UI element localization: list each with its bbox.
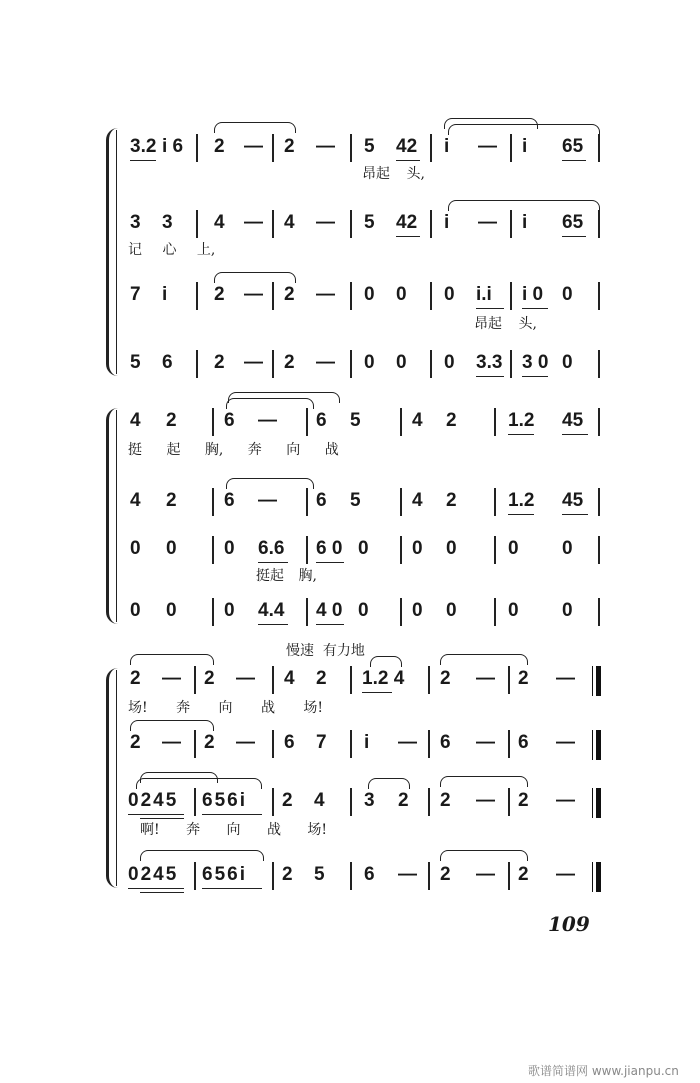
beam [508, 434, 534, 435]
note: 0 [364, 284, 375, 305]
beam [316, 562, 344, 563]
note: 2 [282, 790, 293, 811]
barline [194, 862, 196, 890]
beam [562, 434, 588, 435]
note: 0 [130, 600, 141, 621]
beam [202, 814, 262, 815]
note: 45 [562, 410, 584, 431]
note: — [476, 668, 495, 689]
note: 3 0 [522, 352, 549, 373]
note: — [236, 732, 255, 753]
beam [562, 514, 588, 515]
barline [272, 788, 274, 816]
staff-row [0, 352, 700, 382]
lyrics: 昂起 头, [474, 316, 537, 332]
note: — [556, 732, 575, 753]
staff-row [0, 410, 700, 440]
note: 2 [398, 790, 409, 811]
staff-row [0, 600, 700, 630]
barline [494, 598, 496, 626]
staff-row [0, 790, 700, 820]
note: 6 [440, 732, 451, 753]
note: — [244, 352, 263, 373]
note: 4.4 [258, 600, 285, 621]
note: 4 [412, 410, 423, 431]
note: 0 [562, 538, 573, 559]
staff-row [0, 490, 700, 520]
slur [448, 124, 600, 135]
note: 65 [562, 212, 584, 233]
barline [430, 350, 432, 378]
staff-row [0, 538, 700, 568]
beam [562, 160, 586, 161]
beam [562, 236, 586, 237]
lyrics: 昂起 头, [362, 166, 425, 182]
note: 1.2 [508, 490, 535, 511]
barline [510, 210, 512, 238]
note: 6 0 [316, 538, 343, 559]
note: — [478, 136, 497, 157]
barline [212, 408, 214, 436]
note: 0 [166, 538, 177, 559]
note: 0245 [128, 864, 179, 885]
lyrics: 记 心 上, [128, 242, 216, 258]
note: 42 [396, 136, 418, 157]
barline [430, 210, 432, 238]
system-brace [106, 668, 123, 888]
note: 0 [358, 600, 369, 621]
tempo-marking: 慢速 有力地 [286, 643, 365, 659]
barline [598, 408, 600, 436]
staff-row [0, 732, 700, 762]
beam [508, 514, 534, 515]
note: 5 [130, 352, 141, 373]
note: 4 [412, 490, 423, 511]
note: 4 0 [316, 600, 343, 621]
note: 2 [214, 136, 225, 157]
note: 4 [284, 668, 295, 689]
note: 3 [162, 212, 173, 233]
staff-row [0, 864, 700, 894]
barline [272, 666, 274, 694]
beam [362, 692, 392, 693]
note: — [556, 668, 575, 689]
barline [196, 282, 198, 310]
slur [136, 778, 262, 789]
staff-row [0, 136, 700, 166]
note: 0 [446, 600, 457, 621]
barline [598, 488, 600, 516]
note: 6 [224, 490, 235, 511]
barline [350, 862, 352, 890]
note: 3.3 [476, 352, 503, 373]
barline [272, 282, 274, 310]
note: 0 [444, 284, 455, 305]
barline [598, 134, 600, 162]
note: 4 [130, 410, 141, 431]
note: 4 [130, 490, 141, 511]
note: 656i [202, 864, 247, 885]
beam [396, 160, 420, 161]
note: i 6 [162, 136, 184, 157]
note: 2 [518, 864, 529, 885]
note: 2 [282, 864, 293, 885]
lyrics: 挺起 胸, [256, 568, 317, 584]
note: 2 [518, 790, 529, 811]
note: 5 [364, 212, 375, 233]
note: 2 [284, 136, 295, 157]
note: 0 [412, 538, 423, 559]
note: 3.2 [130, 136, 157, 157]
barline [494, 536, 496, 564]
barline [212, 536, 214, 564]
barline [350, 666, 352, 694]
note: 2 [166, 410, 177, 431]
note: — [556, 790, 575, 811]
barline [400, 488, 402, 516]
barline [510, 134, 512, 162]
note: i [444, 136, 450, 157]
note: 2 [284, 352, 295, 373]
note: — [236, 668, 255, 689]
note: 6 [316, 490, 327, 511]
page-number: 109 [548, 912, 590, 936]
barline [350, 210, 352, 238]
note: i [162, 284, 168, 305]
note: 5 [314, 864, 325, 885]
barline [272, 134, 274, 162]
barline [350, 134, 352, 162]
note: 0 [224, 538, 235, 559]
note: — [476, 790, 495, 811]
note: i 0 [522, 284, 544, 305]
beam [258, 562, 288, 563]
barline [510, 350, 512, 378]
barline [428, 666, 430, 694]
note: — [316, 284, 335, 305]
note: 3 [130, 212, 141, 233]
beam [476, 376, 504, 377]
barline [196, 350, 198, 378]
barline [306, 536, 308, 564]
barline [400, 408, 402, 436]
final-barline-thick [596, 862, 601, 892]
barline [306, 598, 308, 626]
note: 2 [204, 732, 215, 753]
note: — [162, 668, 181, 689]
note: 2 [446, 490, 457, 511]
barline [508, 788, 510, 816]
note: 1.2 [508, 410, 535, 431]
slur [440, 776, 528, 787]
note: 6 [224, 410, 235, 431]
note: 1.2 4 [362, 668, 405, 689]
slur [214, 272, 296, 283]
note: 65 [562, 136, 584, 157]
barline [272, 730, 274, 758]
note: — [244, 136, 263, 157]
final-barline-thin [592, 788, 593, 818]
note: 4 [284, 212, 295, 233]
final-barline-thin [592, 666, 593, 696]
note: 0 [130, 538, 141, 559]
note: 4 [314, 790, 325, 811]
final-barline-thin [592, 730, 593, 760]
note: 0 [396, 352, 407, 373]
note: — [476, 864, 495, 885]
note: 3 [364, 790, 375, 811]
note: — [476, 732, 495, 753]
lyrics: 啊! 奔 向 战 场! [140, 822, 328, 838]
beam [396, 236, 420, 237]
note: 6.6 [258, 538, 285, 559]
barline [598, 350, 600, 378]
final-barline-thick [596, 730, 601, 760]
barline [508, 730, 510, 758]
slur [368, 778, 410, 789]
barline [350, 730, 352, 758]
note: 2 [440, 790, 451, 811]
barline [194, 730, 196, 758]
lyrics: 场! 奔 向 战 场! [128, 700, 324, 716]
beam [316, 624, 344, 625]
note: 5 [364, 136, 375, 157]
slur [226, 478, 314, 489]
barline [350, 350, 352, 378]
note: 0 [562, 284, 573, 305]
slur [130, 720, 214, 731]
barline [306, 488, 308, 516]
note: 2 [214, 352, 225, 373]
slur [370, 656, 402, 667]
note: 7 [130, 284, 141, 305]
barline [272, 862, 274, 890]
note: — [258, 410, 277, 431]
barline [196, 134, 198, 162]
barline [400, 598, 402, 626]
beam [202, 888, 262, 889]
barline [194, 788, 196, 816]
note: — [478, 212, 497, 233]
barline [428, 862, 430, 890]
slur [130, 654, 214, 665]
note: — [556, 864, 575, 885]
barline [306, 408, 308, 436]
note: 7 [316, 732, 327, 753]
beam [128, 888, 184, 889]
note: 0 [358, 538, 369, 559]
note: i [522, 136, 528, 157]
final-barline-thick [596, 788, 601, 818]
note: 45 [562, 490, 584, 511]
note: — [244, 212, 263, 233]
barline [212, 488, 214, 516]
barline [272, 350, 274, 378]
note: — [316, 212, 335, 233]
note: 656i [202, 790, 247, 811]
barline [350, 282, 352, 310]
note: 0 [412, 600, 423, 621]
note: 2 [446, 410, 457, 431]
note: 0 [166, 600, 177, 621]
barline [598, 282, 600, 310]
note: 2 [214, 284, 225, 305]
barline [430, 134, 432, 162]
staff-row [0, 668, 700, 698]
barline [508, 666, 510, 694]
note: 6 [316, 410, 327, 431]
note: i [522, 212, 528, 233]
note: 2 [130, 668, 141, 689]
note: — [316, 352, 335, 373]
staff-row [0, 284, 700, 314]
final-barline-thick [596, 666, 601, 696]
note: i [444, 212, 450, 233]
note: 6 [518, 732, 529, 753]
note: — [244, 284, 263, 305]
slur [226, 398, 314, 409]
note: 6 [284, 732, 295, 753]
note: 2 [440, 864, 451, 885]
beam [130, 160, 156, 161]
beam [522, 376, 548, 377]
barline [428, 788, 430, 816]
lyrics: 挺 起 胸, 奔 向 战 [128, 442, 339, 458]
beam [522, 308, 548, 309]
note: 0245 [128, 790, 179, 811]
barline [598, 598, 600, 626]
barline [508, 862, 510, 890]
note: 2 [130, 732, 141, 753]
barline [428, 730, 430, 758]
note: 2 [316, 668, 327, 689]
system-brace-line [116, 670, 117, 886]
slur [440, 654, 528, 665]
note: — [162, 732, 181, 753]
note: 6 [162, 352, 173, 373]
barline [510, 282, 512, 310]
slur [440, 850, 528, 861]
barline [194, 666, 196, 694]
staff-row [0, 212, 700, 242]
note: 0 [562, 352, 573, 373]
note: 5 [350, 410, 361, 431]
barline [272, 210, 274, 238]
beam [128, 814, 184, 815]
note: 0 [364, 352, 375, 373]
system-brace-line [116, 130, 117, 374]
slur [214, 122, 296, 133]
barline [598, 210, 600, 238]
slur [140, 850, 264, 861]
barline [212, 598, 214, 626]
beam [140, 892, 184, 893]
barline [350, 788, 352, 816]
note: i [364, 732, 370, 753]
note: — [258, 490, 277, 511]
note: 42 [396, 212, 418, 233]
beam [140, 818, 184, 819]
note: — [398, 864, 417, 885]
note: 0 [224, 600, 235, 621]
note: 2 [440, 668, 451, 689]
final-barline-thin [592, 862, 593, 892]
note: 0 [508, 600, 519, 621]
note: 0 [396, 284, 407, 305]
note: 0 [562, 600, 573, 621]
barline [598, 536, 600, 564]
note: 2 [284, 284, 295, 305]
barline [430, 282, 432, 310]
barline [494, 408, 496, 436]
note: 0 [508, 538, 519, 559]
barline [400, 536, 402, 564]
watermark: 歌谱简谱网 www.jianpu.cn [528, 1064, 679, 1078]
barline [196, 210, 198, 238]
note: 2 [166, 490, 177, 511]
note: 2 [204, 668, 215, 689]
note: 4 [214, 212, 225, 233]
note: i.i [476, 284, 492, 305]
note: 6 [364, 864, 375, 885]
note: — [398, 732, 417, 753]
beam [476, 308, 504, 309]
note: 2 [518, 668, 529, 689]
note: 0 [444, 352, 455, 373]
note: 5 [350, 490, 361, 511]
slur [448, 200, 600, 211]
note: — [316, 136, 335, 157]
beam [258, 624, 288, 625]
barline [494, 488, 496, 516]
note: 0 [446, 538, 457, 559]
